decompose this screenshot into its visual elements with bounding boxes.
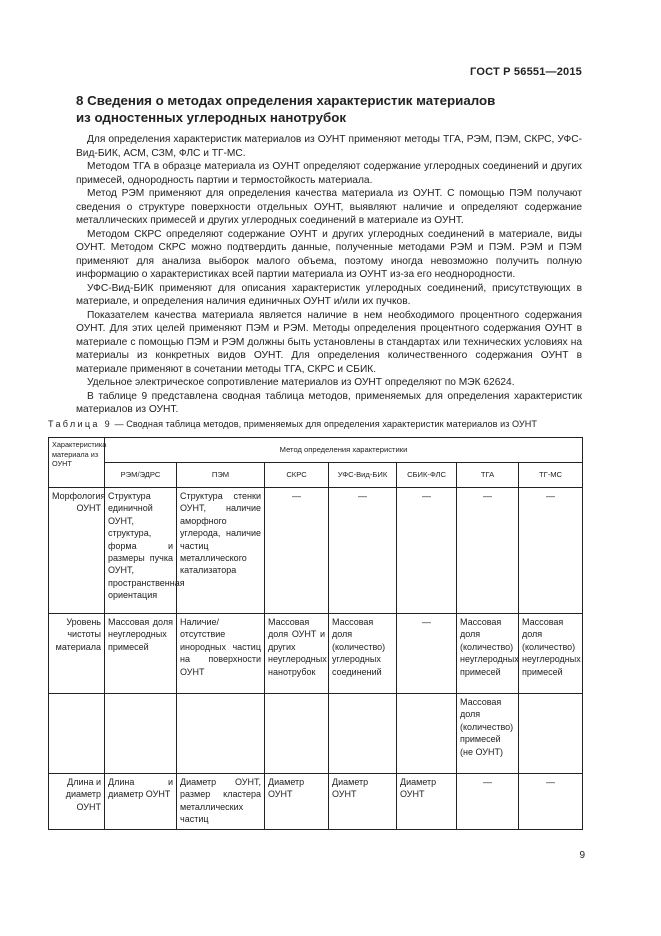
- table-cell: [519, 694, 583, 774]
- paragraph: Показателем качества материала является наличие в нем необходимого процентного содержания ОУНТ. Для этих целей применяют ПЭМ и РЭМ. Методы определения процентного содержания ОУНТ в материале с помощью ПЭМ и РЭМ должны быть установлены в стандартах или технических условиях на материалы из конкретных видов ОУНТ. Для определения количественного содержания ОУНТ в материале применяют в сочетании методы ТГА, СКРС и СБИК.: [76, 309, 582, 375]
- table-header-row: [49, 438, 583, 463]
- table-cell: Массовая доля ОУНТ и других неуглеродных нанотрубок: [265, 614, 329, 694]
- table-cell: —: [457, 774, 519, 830]
- table-cell: Наличие/отсутствие инородных частиц на поверхности ОУНТ: [177, 614, 265, 694]
- table-cell: [177, 694, 265, 774]
- table-cell: —: [397, 614, 457, 694]
- table-cell: Диаметр ОУНТ: [265, 774, 329, 830]
- row-characteristic: [49, 694, 105, 774]
- table-caption-label: Таблица 9: [48, 419, 112, 429]
- table-cell: Диаметр ОУНТ: [397, 774, 457, 830]
- page-number: 9: [579, 850, 585, 861]
- table-cell: —: [329, 488, 397, 614]
- table-caption: [48, 419, 588, 429]
- column-header: ТГА: [457, 463, 519, 488]
- section-heading: [76, 92, 576, 126]
- methods-table: [48, 437, 583, 830]
- table-cell: [105, 694, 177, 774]
- paragraph: Методом ТГА в образце материала из ОУНТ определяют содержание углеродных соединений и других примесей, однородность партии и термостойкость материала.: [76, 161, 582, 186]
- table-cell: Массовая доля (количество) примесей (не ОУНТ): [457, 694, 519, 774]
- table-cell: Диаметр ОУНТ, размер кластера металлических частиц: [177, 774, 265, 830]
- header-method-group: Метод определения характеристики: [105, 438, 583, 463]
- body-text: [76, 133, 582, 417]
- paragraph: Методом СКРС определяют содержание ОУНТ и других углеродных соединений в материале, виды ОУНТ. Методом СКРС можно подтвердить данные, полученные методами РЭМ и ПЭМ. РЭМ и ПЭМ применяют для анализа выборок малого объема, поэтому иногда невозможно получить полную информацию о характеристиках всей партии материала из ОУНТ из-за его неоднородности.: [76, 228, 582, 280]
- paragraph: Для определения характеристик материалов из ОУНТ применяют методы ТГА, РЭМ, ПЭМ, СКРС, УФС-Вид-БИК, АСМ, СЗМ, ФЛС и ТГ-МС.: [76, 134, 582, 159]
- table-cell: Массовая доля (количество) углеродных соединений: [329, 614, 397, 694]
- column-header: СБИК-ФЛС: [397, 463, 457, 488]
- table-cell: Диаметр ОУНТ: [329, 774, 397, 830]
- table-caption-text: — Сводная таблица методов, применяемых для определения характеристик материалов из ОУНТ: [111, 419, 537, 429]
- row-characteristic: Морфология ОУНТ: [49, 488, 105, 614]
- paragraph: В таблице 9 представлена сводная таблица методов, применяемых для определения характеристик материалов из ОУНТ.: [76, 390, 582, 415]
- table-row: [49, 694, 583, 774]
- paragraph: Метод РЭМ применяют для определения качества материала из ОУНТ. С помощью ПЭМ получают сведения о структуре поверхности отдельных ОУНТ, выявляют наличие и определяют содержание металлических примесей и других углеродных соединений в материале из ОУНТ.: [76, 188, 582, 226]
- table-row: [49, 488, 583, 614]
- table-header-row: [49, 463, 583, 488]
- standard-number: ГОСТ Р 56551—2015: [470, 66, 582, 78]
- table-cell: Структура единичной ОУНТ, структура, форма и размеры пучка ОУНТ, пространственная ориентация: [105, 488, 177, 614]
- table-row: [49, 614, 583, 694]
- column-header: ТГ-МС: [519, 463, 583, 488]
- table-cell: —: [457, 488, 519, 614]
- column-header: УФС-Вид-БИК: [329, 463, 397, 488]
- table-cell: Структура стенки ОУНТ, наличие аморфного углерода, наличие частиц металлического катализатора: [177, 488, 265, 614]
- header-characteristic: Характеристика материала из ОУНТ: [49, 438, 105, 488]
- column-header: РЭМ/ЭДРС: [105, 463, 177, 488]
- section-heading-line-2: из одностенных углеродных нанотрубок: [76, 110, 347, 125]
- column-header: СКРС: [265, 463, 329, 488]
- table-row: [49, 774, 583, 830]
- column-header: ПЭМ: [177, 463, 265, 488]
- paragraph: Удельное электрическое сопротивление материалов из ОУНТ определяют по МЭК 62624.: [87, 377, 515, 388]
- table-cell: —: [397, 488, 457, 614]
- table-cell: Массовая доля (количество) неуглеродных примесей: [457, 614, 519, 694]
- section-heading-line-1: 8 Сведения о методах определения характеристик материалов: [76, 93, 496, 108]
- table-cell: Массовая доля неуглеродных примесей: [105, 614, 177, 694]
- table-cell: Массовая доля (количество) неуглеродных примесей: [519, 614, 583, 694]
- row-characteristic: Длина и диаметр ОУНТ: [49, 774, 105, 830]
- paragraph: УФС-Вид-БИК применяют для описания характеристик углеродных соединений, присутствующих в материале, и определения наличия единичных ОУНТ и/или их пучков.: [76, 282, 582, 307]
- table-cell: [265, 694, 329, 774]
- table-cell: —: [519, 774, 583, 830]
- table-cell: —: [519, 488, 583, 614]
- table-cell: —: [265, 488, 329, 614]
- table-cell: [397, 694, 457, 774]
- table-cell: Длина и диаметр ОУНТ: [105, 774, 177, 830]
- row-characteristic: Уровень чистоты материала: [49, 614, 105, 694]
- table-cell: [329, 694, 397, 774]
